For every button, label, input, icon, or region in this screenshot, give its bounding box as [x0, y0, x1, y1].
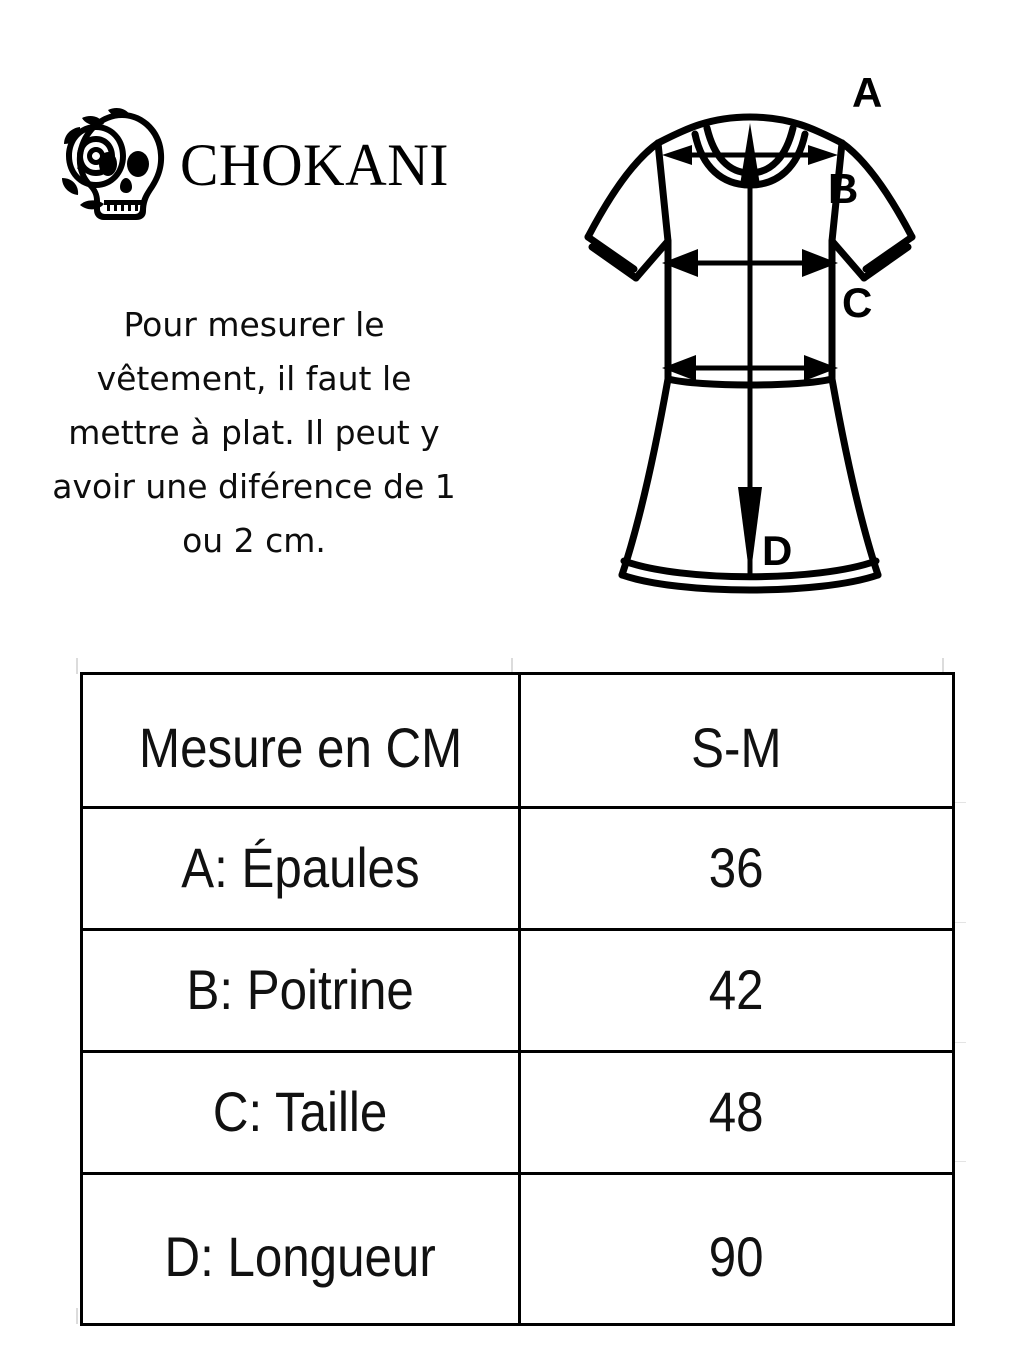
brand-logo — [60, 100, 460, 230]
table-header-row — [82, 674, 954, 808]
row-value-bust: 42 — [520, 930, 954, 1052]
row-value-length: 90 — [520, 1174, 954, 1325]
header-cell-measure: Mesure en CM — [82, 674, 520, 808]
table-row — [82, 1052, 954, 1174]
row-label-length: D: Longueur — [82, 1174, 520, 1325]
gridline-stub — [76, 1308, 78, 1324]
row-value-waist: 48 — [520, 1052, 954, 1174]
marker-label-c: C — [842, 279, 873, 326]
skull-with-rose-icon — [60, 104, 172, 226]
row-label-shoulders: A: Épaules — [82, 808, 520, 930]
marker-label-d: D — [762, 527, 793, 574]
brand-name: CHOKANI — [180, 132, 449, 198]
row-label-bust: B: Poitrine — [82, 930, 520, 1052]
header-cell-size: S-M — [520, 674, 954, 808]
row-value-shoulders: 36 — [520, 808, 954, 930]
table-row — [82, 930, 954, 1052]
measuring-instructions: Pour mesurer le vêtement, il faut le mettre à plat. Il peut y avoir une diférence de 1 ou 2 cm. — [52, 305, 456, 560]
gridline-stub — [76, 658, 78, 674]
table-row — [82, 808, 954, 930]
size-table-container — [80, 672, 946, 1309]
table-row — [82, 1174, 954, 1325]
garment-measurement-diagram — [550, 55, 950, 600]
marker-label-b: B — [828, 165, 859, 212]
marker-label-a: A — [852, 69, 883, 116]
size-chart-table — [80, 672, 955, 1326]
row-label-waist: C: Taille — [82, 1052, 520, 1174]
dress-outline-icon — [550, 55, 950, 600]
